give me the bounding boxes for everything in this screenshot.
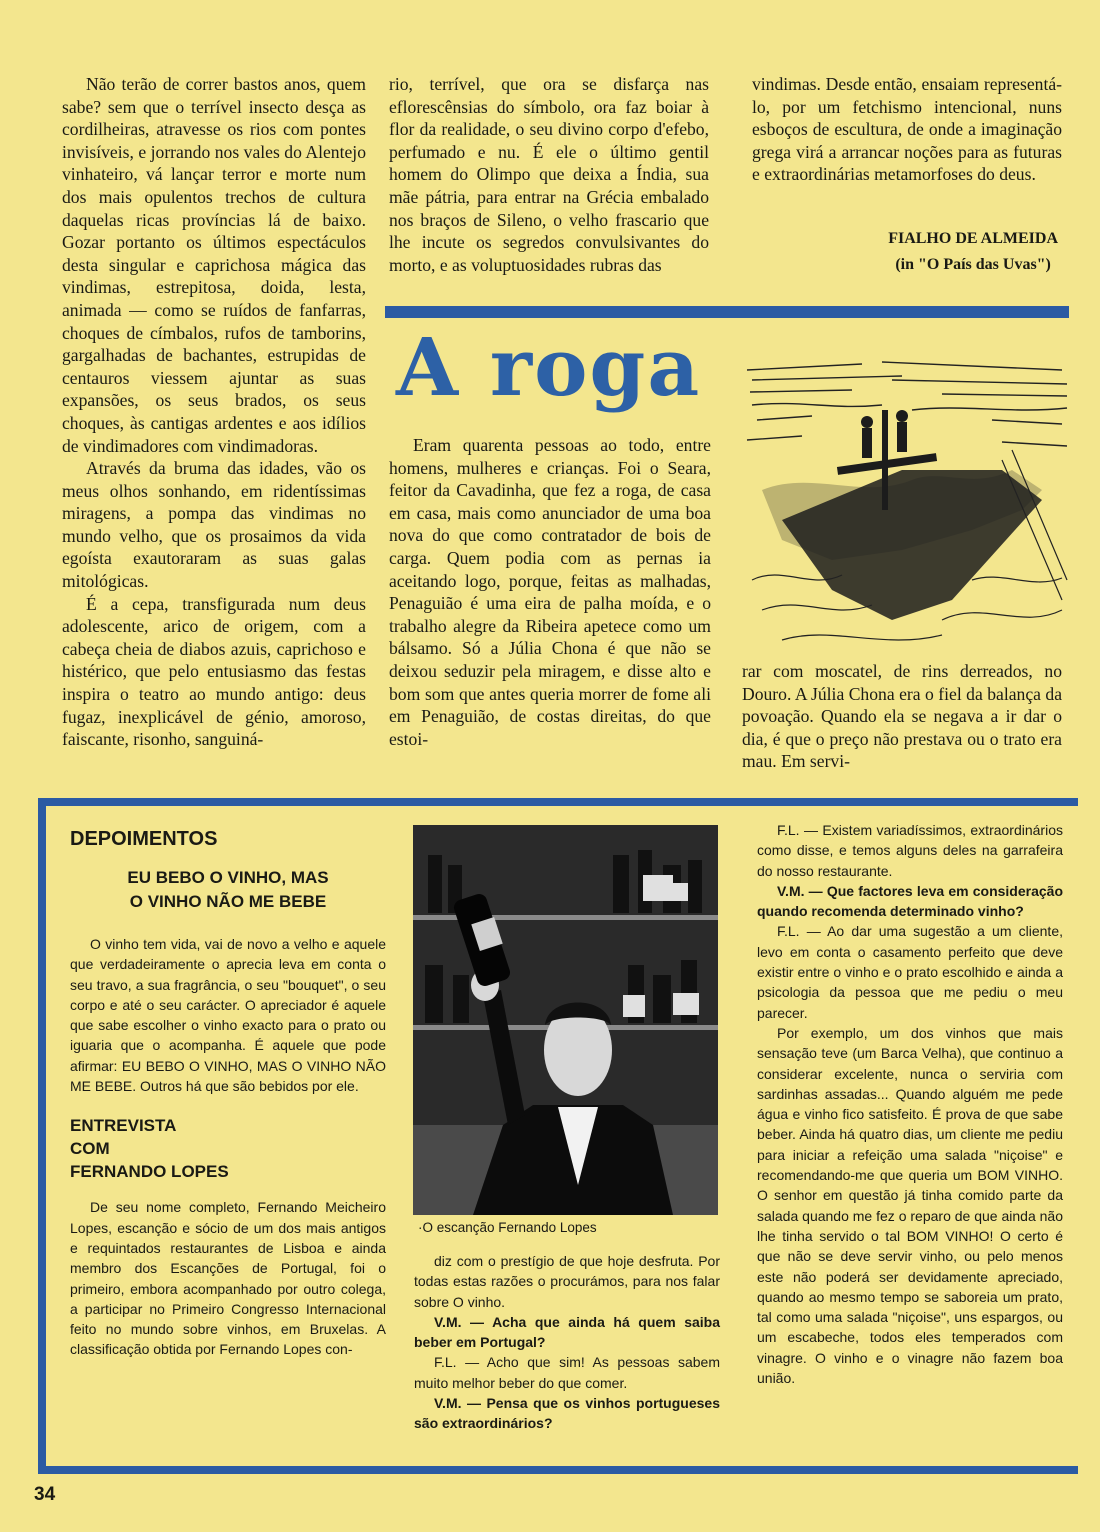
roga-paragraph: Eram quarenta pessoas ao todo, entre homens, mulheres e crianças. Foi o Seara, feitor da Cavadinha, que fez a roga, de casa em casa, mais como anunciador de uma boa nova do que como contratador de bois de carga. Quem podia com as pernas ia aceitando logo, porque, feitas as malhadas, Penaguião é uma eira de palha moída, e o trabalho alegre da Ribeira apetece como um bálsamo. Só a Júlia Chona é que não se deixou seduzir pela miragem, e disse alto e bom som que antes queria morrer de fome ali em Penaguião, de costas direitas, do que estoi- xyxy=(389,435,711,749)
interview-answer: F.L. — Acho que sim! As pessoas sabem muito melhor beber do que comer. xyxy=(414,1354,720,1391)
interview-intro: De seu nome completo, Fernando Meicheiro Lopes, escanção e sócio de um dos mais antigos e requintados restaurantes de Lisboa e ainda membro dos Escanções de Portugal, foi o primeiro, embora acompanhado por outro colega, a participar no Primeiro Congresso Internacional feito no mundo sobre vinhos, em Bruxelas. A classificação obtida por Fernando Lopes con- xyxy=(70,1199,386,1358)
interview-question: V.M. — Que factores leva em consideração quando recomenda determinado vinho? xyxy=(757,882,1063,920)
box-subheading: EU BEBO O VINHO, MAS O VINHO NÃO ME BEBE xyxy=(127,868,329,911)
interview-heading: ENTREVISTA COM FERNANDO LOPES xyxy=(70,1116,229,1182)
interview-question: V.M. — Pensa que os vinhos portugueses são extraordinários? xyxy=(414,1395,720,1432)
section-title: A roga xyxy=(396,320,702,414)
article-paragraph: Não terão de correr bastos anos, quem sabe? sem que o terrível insecto desça as cordilheiras, atravesse os rios com pontes invisíveis, e jorrando nos vales do Alentejo vinhateiro, vá lançar terror e morte num dos mais opulentos trechos de cultura daquelas ricas províncias lá de baixo. Gozar portanto os últimos espectáculos desta singular e caprichosa mágica das vindimas, estrepitosa, doida, lesta, animada — como se ruídos de fanfarras, choques de címbalos, rufos de tamborins, gargalhadas de bachantes, estrupidas de centauros viessem ajuntar as suas expansões, os seus brados, os seus choques, às cantigas ardentes e aos idílios de vindimadores com vindimadoras. xyxy=(62,74,366,456)
sommelier-photo xyxy=(413,825,718,1215)
box-col-3 xyxy=(757,820,1063,1388)
box-col-1 xyxy=(70,826,386,1360)
interview-text: diz com o prestígio de que hoje desfruta. Por todas estas razões o procurámos, para nos falar sobre O vinho. xyxy=(414,1253,720,1310)
interview-question: V.M. — Acha que ainda há quem saiba beber em Portugal? xyxy=(414,1313,720,1351)
boat-illustration xyxy=(742,350,1072,655)
interview-answer: F.L. — Existem variadíssimos, extraordinários como disse, e temos alguns deles na garrafeira do nosso restaurante. xyxy=(757,822,1063,879)
article-paragraph: É a cepa, transfigurada num deus adolescente, arico de origem, com a cabeça cheia de diabos azuis, caprichoso e histérico, que pelo entusiasmo das festas inspira o teatro ao mundo antigo: deus fugaz, inexplicável de génio, amoroso, faiscante, risonho, sanguiná- xyxy=(62,593,366,750)
article-col-2 xyxy=(389,73,709,276)
source-title: (in "O País das Uvas") xyxy=(895,256,1051,273)
article-col-1 xyxy=(62,73,366,751)
interview-answer: F.L. — Ao dar uma sugestão a um cliente, levo em conta o casamento perfeito que deve existir entre o vinho e o prato escolhido e ainda a psicologia da pessoa que me pediu o meu parecer. xyxy=(757,923,1063,1021)
article-paragraph: Através da bruma das idades, vão os meus olhos sonhando, em ridentíssimas miragens, a pompa das vindimas no mundo velho, que os prosaimos da vida egoísta exautoraram as suas galas mitológicas. xyxy=(62,458,366,592)
roga-col-2 xyxy=(389,434,711,750)
article-col-3 xyxy=(752,73,1062,186)
article-attribution xyxy=(888,226,1058,278)
section-divider xyxy=(385,306,1069,318)
article-paragraph: rio, terrível, que ora se disfarça nas eflorescênsias do símbolo, ora faz boiar à flor da realidade, o seu divino corpo d'efebo, perfumado e nu. É ele o último gentil homem do Olimpo que deixa a Índia, sua mãe pátria, para entrar na Grécia embalado nos braços de Sileno, o velho frascario que lhe incute os segredos convulsivantes do morto, e as voluptuosidades rubras das xyxy=(389,74,709,275)
page-number: 34 xyxy=(34,1484,56,1505)
author-name: FIALHO DE ALMEIDA xyxy=(888,230,1058,247)
roga-paragraph: rar com moscatel, de rins derreados, no Douro. A Júlia Chona era o fiel da balança da povoação. Quando ela se negava a ir dar o dia, é que o preço não prestava ou o trato era mau. Em servi- xyxy=(742,661,1062,772)
roga-col-3 xyxy=(742,660,1062,773)
box-intro: O vinho tem vida, vai de novo a velho e aquele que verdadeiramente o aprecia leva em conta o seu travo, a sua fragrância, o seu "bouquet", o seu corpo e até o seu carácter. O apreciador é aquele que sabe escolher o vinho exacto para o prato ou iguaria que o acompanha. É aquele que pode afirmar: EU BEBO O VINHO, MAS O VINHO NÃO ME BEBE. Outros há que são bebidos por ele. xyxy=(70,936,386,1095)
photo-caption: ·O escanção Fernando Lopes xyxy=(418,1220,597,1235)
box-heading: DEPOIMENTOS xyxy=(70,828,218,850)
interview-answer: Por exemplo, um dos vinhos que mais sensação teve (um Barca Velha), que continuo a considerar excelente, nunca o serviria com sardinhas assadas... Quando alguém me pede água e vinho fico satisfeito. É prova de que sabe beber. Ainda há quatro dias, um cliente me pediu para iniciar a refeição uma salada "niçoise" e recomendando-me que queria um BOM VINHO. O senhor em questão já tinha comido parte da salada quando me fez o reparo de que ainda não lhe tinha servido o tal BOM VINHO! O certo é que não se deve servir vinho, ou pelo menos este não poderá ser devidamente apreciado, quando ao mesmo tempo se saboreia um prato, tal como uma salada "niçoise", uns espargos, ou um escabeche, todos eles temperados com vinagre. O vinho e o vinagre não fazem boa união. xyxy=(757,1024,1063,1387)
article-paragraph: vindimas. Desde então, ensaiam representá-lo, por um fetchismo intencional, nuns esboços de escultura, de onde a imaginação grega virá a arrancar noções para as futuras e extraordinárias metamorfoses do deus. xyxy=(752,74,1062,185)
box-col-2 xyxy=(414,1251,720,1434)
